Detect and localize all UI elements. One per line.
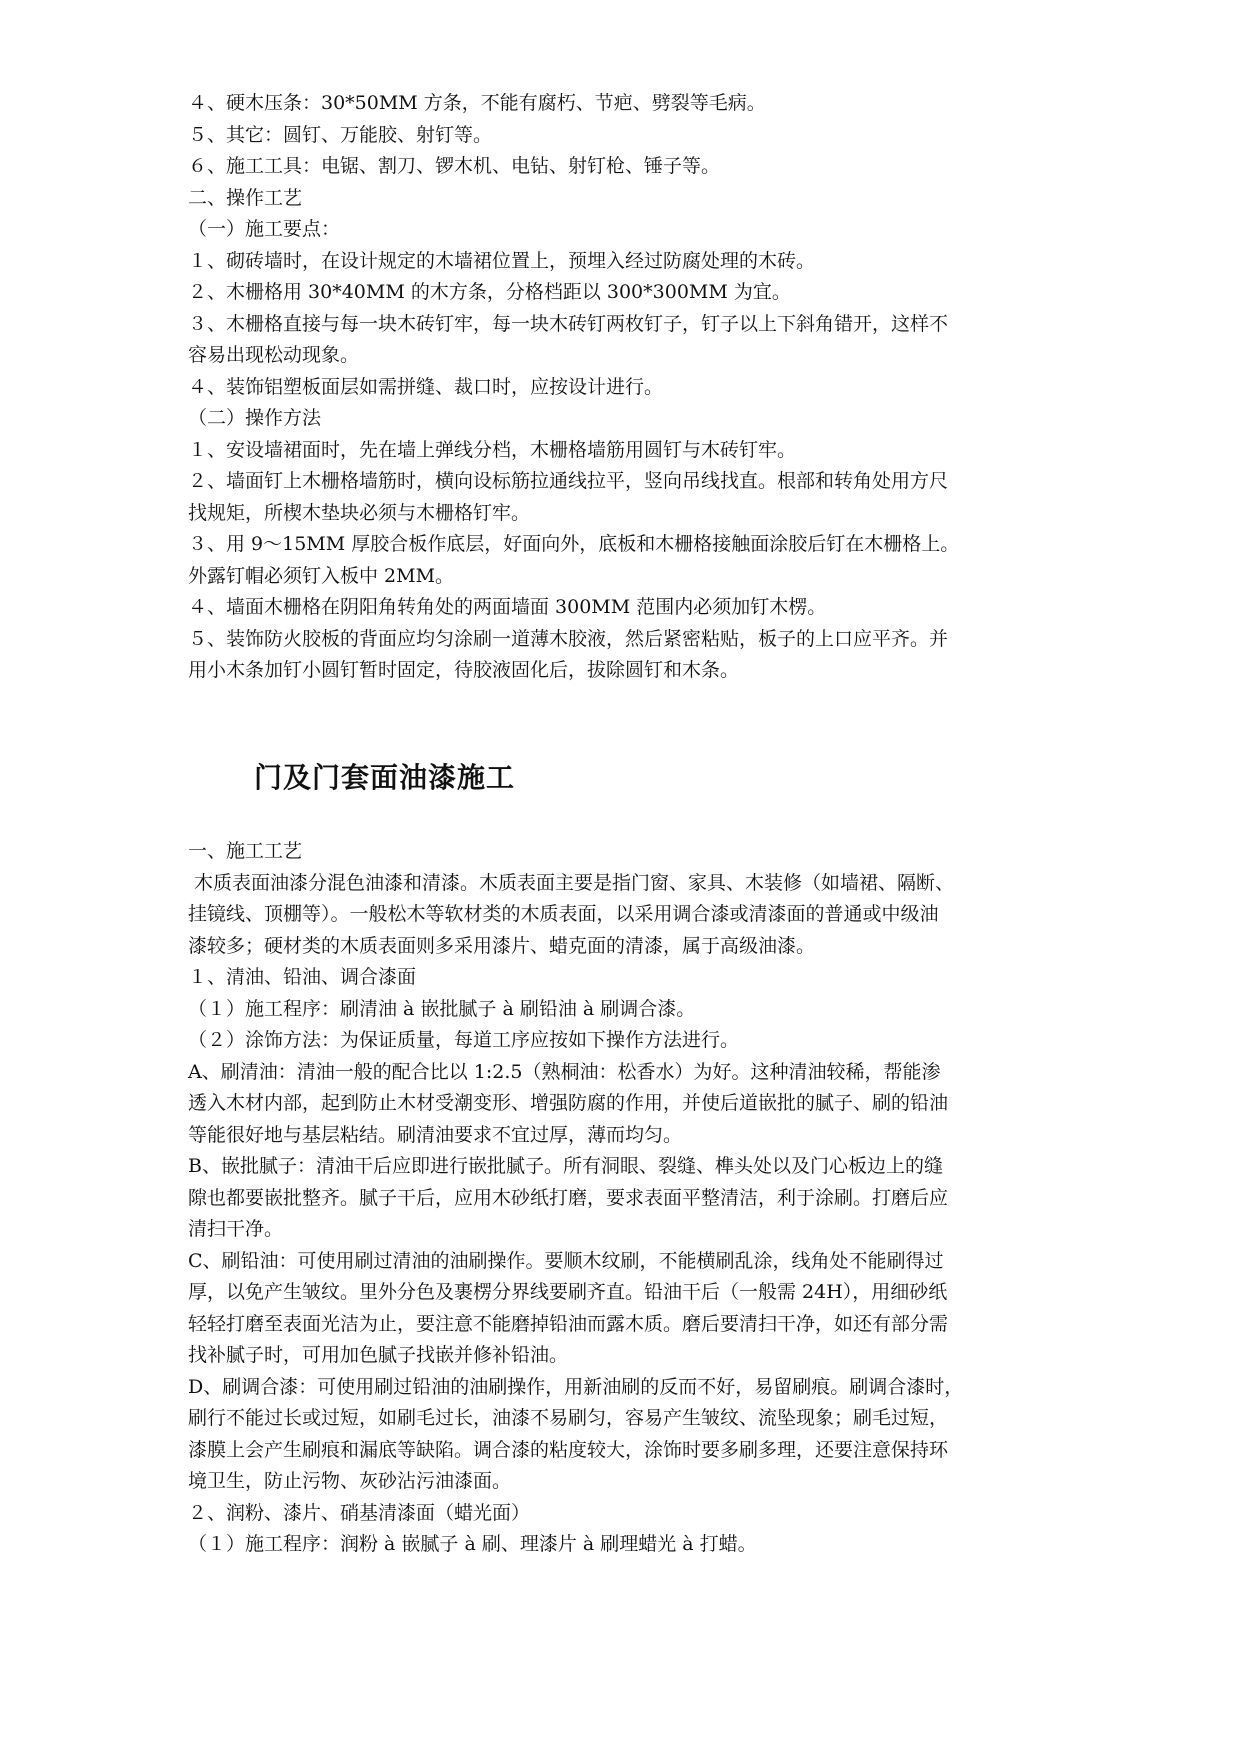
text-line: C、刷铅油：可使用刷过清油的油刷操作。要顺木纹刷，不能横刷乱涂，线角处不能刷得过 bbox=[188, 1249, 944, 1272]
text-line: 境卫生，防止污物、灰砂沾污油漆面。 bbox=[188, 1470, 512, 1492]
section-paint-process bbox=[188, 836, 1060, 1561]
section-materials-and-process bbox=[188, 88, 1060, 687]
text-line: 用小木条加钉小圆钉暂时固定，待胶液固化后，拔除圆钉和木条。 bbox=[188, 659, 740, 681]
text-line: ４、墙面木栅格在阴阳角转角处的两面墙面 300MM 范围内必须加钉木楞。 bbox=[188, 596, 827, 618]
text-line: 透入木材内部，起到防止木材受潮变形、增强防腐的作用，并使后道嵌批的腻子、刷的铅油 bbox=[188, 1092, 949, 1114]
text-line: 厚，以免产生皱纹。里外分色及裹楞分界线要刷齐直。铅油干后（一般需 24H），用细砂纸 bbox=[188, 1281, 948, 1303]
text-line: ２、木栅格用 30*40MM 的木方条，分格档距以 300*300MM 为宜。 bbox=[188, 281, 791, 303]
text-line: 挂镜线、顶棚等）。一般松木等软材类的木质表面，以采用调合漆或清漆面的普通或中级油 bbox=[188, 903, 939, 925]
text-line: ６、施工工具：电锯、割刀、锣木机、电钻、射钉枪、锤子等。 bbox=[188, 155, 721, 177]
text-line: 找补腻子时，可用加色腻子找嵌并修补铅油。 bbox=[188, 1344, 569, 1366]
text-line: （二）操作方法 bbox=[188, 407, 322, 429]
text-line: （一）施工要点： bbox=[188, 218, 341, 240]
text-line: 找规矩，所楔木垫块必须与木栅格钉牢。 bbox=[188, 501, 531, 524]
text-line: ５、装饰防火胶板的背面应均匀涂刷一道薄木胶液，然后紧密粘贴，板子的上口应平齐。并 bbox=[188, 627, 949, 650]
text-line: ２、润粉、漆片、硝基清漆面（蜡光面） bbox=[188, 1501, 531, 1524]
text-line: 刷行不能过长或过短，如刷毛过长，油漆不易刷匀，容易产生皱纹、流坠现象；刷毛过短， bbox=[188, 1407, 949, 1429]
text-line: （２）涂饰方法：为保证质量，每道工序应按如下操作方法进行。 bbox=[188, 1029, 740, 1051]
text-line: 隙也都要嵌批整齐。腻子干后，应用木砂纸打磨，要求表面平整清洁，利于涂刷。打磨后应 bbox=[188, 1186, 949, 1209]
text-line: １、清油、铅油、调合漆面 bbox=[188, 966, 417, 988]
text-line: １、安设墙裙面时，先在墙上弹线分档，木栅格墙筋用圆钉与木砖钉牢。 bbox=[188, 438, 797, 461]
text-line: 一、施工工艺 bbox=[188, 840, 303, 862]
text-line: １、砌砖墙时，在设计规定的木墙裙位置上，预埋入经过防腐处理的木砖。 bbox=[188, 249, 816, 272]
text-line: （１）施工程序：润粉 à 嵌腻子 à 刷、理漆片 à 刷理蜡光 à 打蜡。 bbox=[188, 1533, 757, 1555]
text-line: B、嵌批腻子：清油干后应即进行嵌批腻子。所有洞眼、裂缝、榫头处以及门心板边上的缝 bbox=[188, 1155, 943, 1177]
text-line: 容易出现松动现象。 bbox=[188, 344, 360, 366]
text-line: ４、硬木压条：30*50MM 方条，不能有腐朽、节疤、劈裂等毛病。 bbox=[188, 92, 766, 114]
text-line: 漆膜上会产生刷痕和漏底等缺陷。调合漆的粘度较大，涂饰时要多刷多理，还要注意保持环 bbox=[188, 1438, 949, 1461]
text-line: ４、装饰铝塑板面层如需拼缝、裁口时，应按设计进行。 bbox=[188, 375, 664, 398]
text-line: A、刷清油：清油一般的配合比以 1:2.5（熟桐油：松香水）为好。这种清油较稀，帮能渗 bbox=[188, 1060, 941, 1083]
text-line: 外露钉帽必须钉入板中 2MM。 bbox=[188, 564, 455, 587]
text-line: 等能很好地与基层粘结。刷清油要求不宜过厚，薄而均匀。 bbox=[188, 1123, 683, 1146]
text-line: 二、操作工艺 bbox=[188, 186, 303, 209]
text-line: ３、木栅格直接与每一块木砖钉牢，每一块木砖钉两枚钉子，钉子以上下斜角错开，这样不 bbox=[188, 312, 949, 335]
text-line: 木质表面油漆分混色油漆和清漆。木质表面主要是指门窗、家具、木装修（如墙裙、隔断、 bbox=[188, 871, 955, 894]
text-line: 漆较多；硬材类的木质表面则多采用漆片、蜡克面的清漆，属于高级油漆。 bbox=[188, 934, 816, 957]
section-title: 门及门套面油漆施工 bbox=[254, 761, 516, 794]
text-line: 清扫干净。 bbox=[188, 1218, 284, 1240]
text-line: ３、用 9～15MM 厚胶合板作底层，好面向外，底板和木栅格接触面涂胶后钉在木栅格上。 bbox=[188, 533, 960, 555]
text-line: 轻轻打磨至表面光洁为止，要注意不能磨掉铅油而露木质。磨后要清扫干净，如还有部分需 bbox=[188, 1312, 949, 1335]
text-line: （１）施工程序：刷清油 à 嵌批腻子 à 刷铅油 à 刷调合漆。 bbox=[188, 997, 696, 1020]
text-line: ５、其它：圆钉、万能胶、射钉等。 bbox=[188, 123, 493, 146]
text-line: D、刷调合漆：可使用刷过铅油的油刷操作，用新油刷的反而不好，易留刷痕。刷调合漆时， bbox=[188, 1375, 964, 1398]
text-line: ２、墙面钉上木栅格墙筋时，横向设标筋拉通线拉平，竖向吊线找直。根部和转角处用方尺 bbox=[188, 470, 949, 492]
